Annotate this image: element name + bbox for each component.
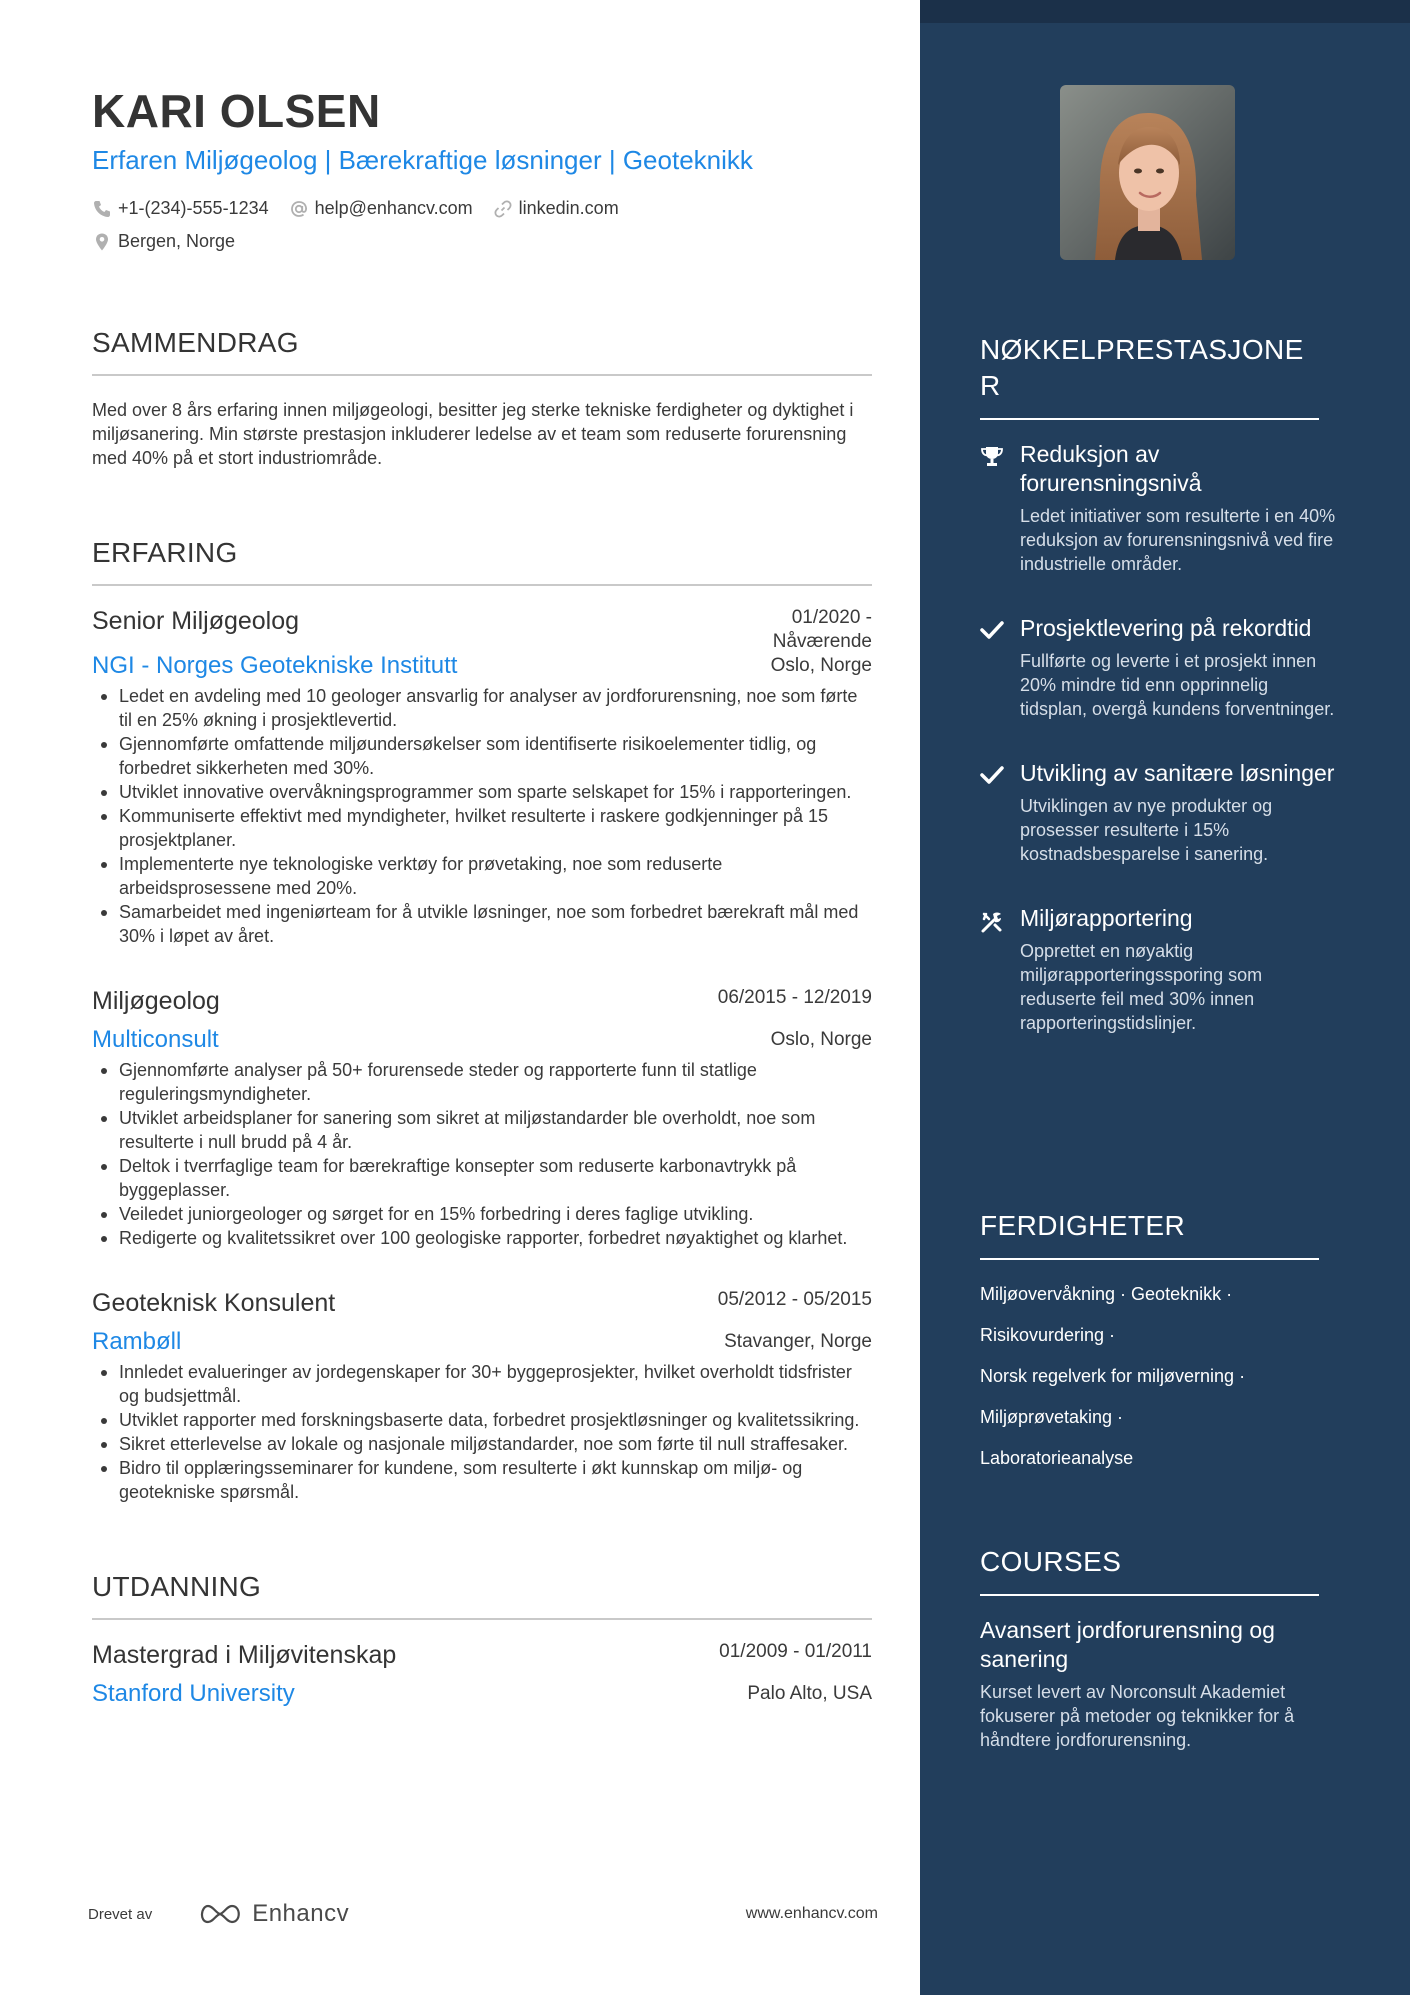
check-icon [980, 765, 1004, 785]
bullet-item: Kommuniserte effektivt med myndigheter, hvilket resulterte i raskere godkjenninger på 15 prosjektplaner. [92, 804, 872, 852]
achievement-description: Ledet initiativer som resulterte i en 40% reduksjon av forurensningsnivå ved fire industrielle områder. [1020, 506, 1336, 574]
job-entry [92, 606, 872, 948]
job-date: 06/2015 - 12/2019 [717, 987, 872, 1008]
location-pin-icon [92, 232, 112, 252]
skill-line: Miljøovervåkning · Geoteknikk · [980, 1284, 1233, 1304]
bullet-item: Gjennomførte omfattende miljøundersøkelser som identifiserte risikoelementer tidlig, og forbedret sikkerheten med 30%. [92, 732, 872, 780]
powered-by-text: Drevet av [88, 1905, 153, 1923]
degree: Mastergrad i Miljøvitenskap [92, 1641, 397, 1669]
courses-heading: COURSES [980, 1546, 1122, 1577]
achievement-title: Reduksjon av forurensningsnivå [1020, 441, 1202, 496]
skill-line: Norsk regelverk for miljøverning · [980, 1366, 1246, 1386]
contact-location [92, 225, 235, 258]
divider [92, 374, 872, 376]
location-text: Bergen, Norge [118, 231, 236, 251]
job-entry [92, 986, 872, 1250]
job-location: Oslo, Norge [770, 1029, 872, 1050]
job-role: Senior Miljøgeolog [92, 607, 300, 635]
bullet-item: Utviklet innovative overvåkningsprogrammer som sparte selskapet for 15% i rapporteringen. [92, 780, 872, 804]
bullet-item: Sikret etterlevelse av lokale og nasjonale miljøstandarder, noe som førte til null straffesaker. [92, 1432, 872, 1456]
divider [980, 1258, 1319, 1260]
bullet-item: Gjennomførte analyser på 50+ forurensede steder og rapporterte funn til statlige reguleringsmyndigheter. [92, 1058, 872, 1106]
job-bullets [92, 1360, 872, 1504]
job-entry [92, 1288, 872, 1504]
at-icon [289, 199, 309, 219]
experience-section [92, 536, 882, 1504]
job-date: 01/2020 - Nåværende [772, 607, 872, 652]
linkedin-text[interactable]: linkedin.com [518, 198, 619, 218]
job-company[interactable]: NGI - Norges Geotekniske Institutt [92, 652, 458, 679]
contact-linkedin [493, 192, 619, 225]
education-location: Palo Alto, USA [747, 1683, 872, 1704]
job-location: Stavanger, Norge [724, 1331, 872, 1352]
achievement-description: Opprettet en nøyaktig miljørapporteringssporing som reduserte feil med 30% innen rapporteringstidslinjer. [1020, 941, 1263, 1033]
contact-email [289, 192, 473, 225]
skill-line: Risikovurdering · [980, 1325, 1116, 1345]
candidate-title: Erfaren Miljøgeolog | Bærekraftige løsninger | Geoteknikk [92, 145, 753, 175]
achievement-item [980, 614, 1340, 721]
bullet-item: Utviklet rapporter med forskningsbaserte data, forbedret prosjektløsninger og kvalitetssikring. [92, 1408, 872, 1432]
footer [88, 1900, 878, 1928]
bullet-item: Bidro til opplæringsseminarer for kundene, som resulterte i økt kunnskap om miljø- og geotekniske spørsmål. [92, 1456, 872, 1504]
brand-name: Enhancv [252, 1900, 350, 1927]
courses-section [980, 1544, 1340, 1752]
education-entry [92, 1640, 872, 1710]
bullet-item: Veiledet juniorgeologer og sørget for en 15% forbedring i deres faglige utvikling. [92, 1202, 872, 1226]
skills-section [980, 1208, 1340, 1487]
job-company[interactable]: Multiconsult [92, 1026, 219, 1053]
bullet-item: Implementerte nye teknologiske verktøy for prøvetaking, noe som reduserte arbeidsprosessene med 20%. [92, 852, 872, 900]
divider [92, 1618, 872, 1620]
achievement-description: Fullførte og leverte i et prosjekt innen 20% mindre tid enn opprinnelig tidsplan, overgå kundens forventninger. [1020, 651, 1335, 719]
bullet-item: Ledet en avdeling med 10 geologer ansvarlig for analyser av jordforurensning, noe som førte til en 25% økning i prosjektlevertid. [92, 684, 872, 732]
brand-logo[interactable] [196, 1900, 349, 1928]
phone-text[interactable]: +1-(234)-555-1234 [118, 198, 269, 218]
check-icon [980, 620, 1004, 640]
skill-line: Miljøprøvetaking · [980, 1407, 1124, 1427]
skills-list [980, 1282, 1340, 1487]
bullet-item: Samarbeidet med ingeniørteam for å utvikle løsninger, noe som forbedret bærekraft mål med 30% i løpet av året. [92, 900, 872, 948]
skill-line: Laboratorieanalyse [980, 1448, 1134, 1468]
job-role: Miljøgeolog [92, 987, 220, 1015]
achievements-section [980, 332, 1340, 1035]
divider [980, 1594, 1319, 1596]
job-role: Geoteknisk Konsulent [92, 1289, 336, 1317]
candidate-name: KARI OLSEN [92, 85, 381, 137]
achievement-title: Prosjektlevering på rekordtid [1020, 615, 1312, 641]
achievement-item [980, 904, 1340, 1035]
tools-icon [980, 910, 1004, 934]
summary-heading: SAMMENDRAG [92, 327, 299, 358]
divider [92, 584, 872, 586]
website-link[interactable]: www.enhancv.com [745, 1905, 878, 1922]
achievement-title: Miljørapportering [1020, 905, 1193, 931]
bullet-item: Deltok i tverrfaglige team for bærekraftige konsepter som reduserte karbonavtrykk på byggeplasser. [92, 1154, 872, 1202]
school[interactable]: Stanford University [92, 1680, 295, 1707]
enhancv-logo-icon [196, 1902, 244, 1926]
profile-photo [1060, 85, 1235, 260]
job-bullets [92, 684, 872, 948]
bullet-item: Innledet evalueringer av jordegenskaper for 30+ byggeprosjekter, hvilket overholdt tidsfrister og budsjettmål. [92, 1360, 872, 1408]
achievement-description: Utviklingen av nye produkter og prosesser resulterte i 15% kostnadsbesparelse i sanering. [1020, 796, 1273, 864]
bullet-item: Redigerte og kvalitetssikret over 100 geologiske rapporter, forbedret nøyaktighet og klarhet. [92, 1226, 872, 1250]
achievement-item [980, 440, 1340, 576]
course-title: Avansert jordforurensning og sanering [980, 1617, 1275, 1672]
education-date: 01/2009 - 01/2011 [719, 1641, 872, 1662]
job-company[interactable]: Rambøll [92, 1328, 182, 1355]
job-date: 05/2012 - 05/2015 [717, 1289, 872, 1310]
bullet-item: Utviklet arbeidsplaner for sanering som sikret at miljøstandarder ble overholdt, noe som resulterte i null brudd på 4 år. [92, 1106, 872, 1154]
job-bullets [92, 1058, 872, 1250]
achievement-item [980, 759, 1340, 866]
education-heading: UTDANNING [92, 1571, 262, 1602]
summary-section [92, 326, 882, 470]
divider [980, 418, 1319, 420]
achievement-title: Utvikling av sanitære løsninger [1020, 760, 1335, 786]
education-section [92, 1570, 882, 1710]
job-location: Oslo, Norge [770, 655, 872, 676]
achievements-heading [980, 332, 1340, 404]
contact-info [92, 192, 772, 258]
sidebar [920, 0, 1410, 1995]
sidebar-top-bar [920, 0, 1410, 23]
achievements-heading-line1: NØKKELPRESTASJONE [980, 334, 1304, 365]
link-icon [493, 199, 513, 219]
phone-icon [92, 199, 112, 219]
contact-phone [92, 192, 269, 225]
trophy-icon [980, 446, 1004, 468]
experience-heading: ERFARING [92, 537, 238, 568]
achievements-heading-line2: R [980, 370, 1001, 401]
course-description: Kurset levert av Norconsult Akademiet fokuserer på metoder og teknikker for å håndtere jordforurensning. [980, 1682, 1295, 1750]
summary-text: Med over 8 års erfaring innen miljøgeologi, besitter jeg sterke tekniske ferdigheter og dyktighet i miljøsanering. Min største prestasjon inkluderer ledelse av et team som reduserte forurensning med 40% på et stort industriområde. [92, 400, 854, 468]
email-text[interactable]: help@enhancv.com [314, 198, 473, 218]
skills-heading: FERDIGHETER [980, 1210, 1186, 1241]
